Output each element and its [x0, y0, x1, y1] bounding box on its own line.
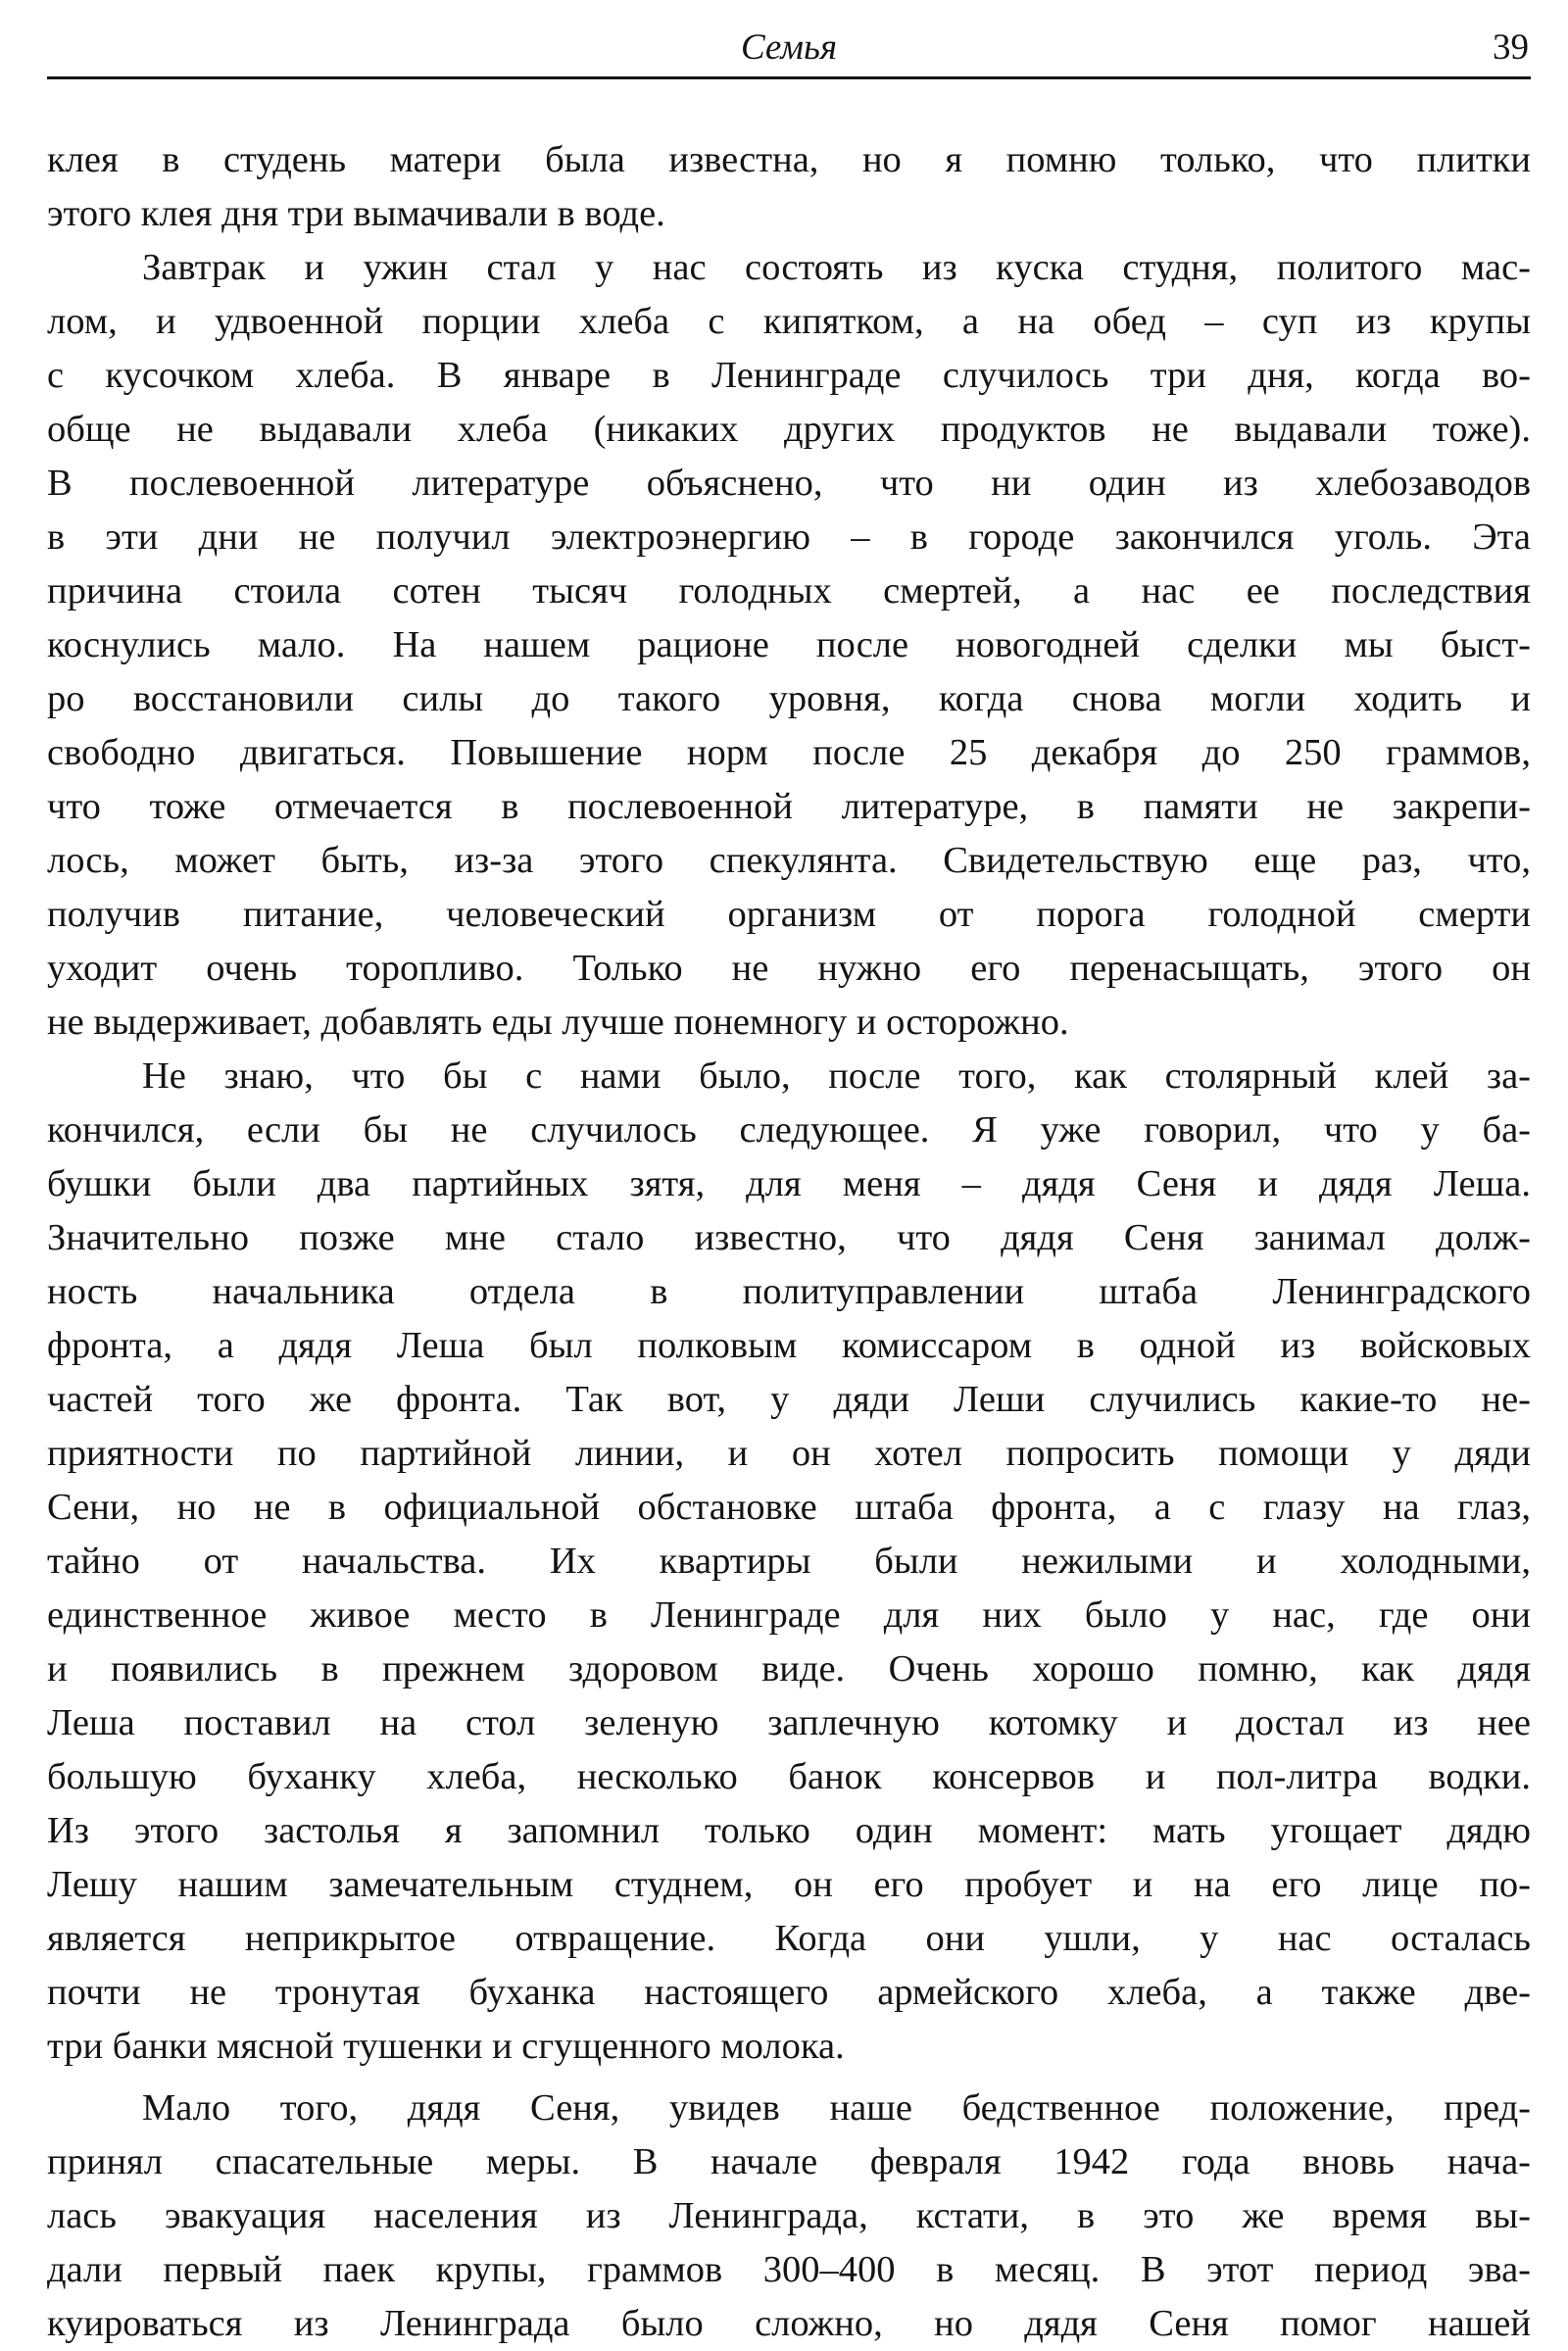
text-line: Мало того, дядя Сеня, увидев наше бедственное положение, пред-	[142, 2087, 1531, 2129]
text-line: лась эвакуация населения из Ленинграда, кстати, в это же время вы-	[47, 2195, 1531, 2236]
text-line: ро восстановили силы до такого уровня, когда снова могли ходить и	[47, 678, 1531, 719]
text-line: этого клея дня три вымачивали в воде.	[47, 193, 665, 234]
text-line: куироваться из Ленинграда было сложно, но дядя Сеня помог нашей	[47, 2303, 1531, 2344]
text-line: свободно двигаться. Повышение норм после 25 декабря до 250 граммов,	[47, 732, 1531, 773]
text-line: Сени, но не в официальной обстановке штаба фронта, а с глазу на глаз,	[47, 1487, 1531, 1528]
text-line: является неприкрытое отвращение. Когда они ушли, у нас осталась	[47, 1918, 1531, 1959]
text-line: кончился, если бы не случилось следующее. Я уже говорил, что у ба-	[47, 1109, 1531, 1151]
text-line: почти не тронутая буханка настоящего армейского хлеба, а также две-	[47, 1972, 1531, 2013]
text-line: большую буханку хлеба, несколько банок консервов и пол-литра водки.	[47, 1756, 1531, 1797]
text-line: бушки были два партийных зятя, для меня – дядя Сеня и дядя Леша.	[47, 1163, 1531, 1204]
text-line: Завтрак и ужин стал у нас состоять из куска студня, политого мас-	[142, 247, 1531, 288]
text-line: уходит очень торопливо. Только не нужно его перенасыщать, этого он	[47, 948, 1531, 989]
text-line: обще не выдавали хлеба (никаких других продуктов не выдавали тоже).	[47, 409, 1531, 450]
text-line: единственное живое место в Ленинграде для них было у нас, где они	[47, 1594, 1531, 1636]
text-line: лом, и удвоенной порции хлеба с кипятком, а на обед – суп из крупы	[47, 301, 1531, 342]
text-line: и появились в прежнем здоровом виде. Очень хорошо помню, как дядя	[47, 1648, 1531, 1690]
text-line: в эти дни не получил электроэнергию – в городе закончился уголь. Эта	[47, 516, 1531, 558]
text-line: что тоже отмечается в послевоенной литературе, в памяти не закрепи-	[47, 786, 1531, 827]
text-line: приятности по партийной линии, и он хотел попросить помощи у дяди	[47, 1433, 1531, 1474]
text-line: причина стоила сотен тысяч голодных смертей, а нас ее последствия	[47, 570, 1531, 612]
text-line: клея в студень матери была известна, но я помню только, что плитки	[47, 139, 1531, 180]
body-text	[47, 133, 1531, 2351]
text-line: В послевоенной литературе объяснено, что ни один из хлебозаводов	[47, 463, 1531, 504]
running-head	[47, 24, 1531, 79]
text-line: три банки мясной тушенки и сгущенного молока.	[47, 2026, 845, 2067]
text-line: Значительно позже мне стало известно, что дядя Сеня занимал долж-	[47, 1217, 1531, 1258]
text-line: Из этого застолья я запомнил только один момент: мать угощает дядю	[47, 1810, 1531, 1851]
text-line: с кусочком хлеба. В январе в Ленинграде случилось три дня, когда во-	[47, 355, 1531, 396]
text-line: Не знаю, что бы с нами было, после того, как столярный клей за-	[142, 1055, 1531, 1097]
text-line: тайно от начальства. Их квартиры были нежилыми и холодными,	[47, 1541, 1531, 1582]
chapter-title: Семья	[740, 27, 838, 68]
text-line: дали первый паек крупы, граммов 300–400 в месяц. В этот период эва-	[47, 2249, 1531, 2290]
text-line: получив питание, человеческий организм от порога голодной смерти	[47, 894, 1531, 935]
text-line: фронта, а дядя Леша был полковым комиссаром в одной из войсковых	[47, 1325, 1531, 1366]
text-line: частей того же фронта. Так вот, у дяди Леши случились какие-то не-	[47, 1379, 1531, 1420]
text-line: Лешу нашим замечательным студнем, он его пробует и на его лице по-	[47, 1864, 1531, 1905]
text-line: ность начальника отдела в политуправлении штаба Ленинградского	[47, 1271, 1531, 1312]
text-line: принял спасательные меры. В начале февраля 1942 года вновь нача-	[47, 2141, 1531, 2182]
text-line: Леша поставил на стол зеленую заплечную котомку и достал из нее	[47, 1702, 1531, 1743]
page-number: 39	[1493, 27, 1529, 68]
text-line: не выдерживает, добавлять еды лучше понемногу и осторожно.	[47, 1002, 1069, 1043]
text-line: коснулись мало. На нашем рационе после новогодней сделки мы быст-	[47, 624, 1531, 665]
text-line: лось, может быть, из-за этого спекулянта. Свидетельствую еще раз, что,	[47, 840, 1531, 881]
